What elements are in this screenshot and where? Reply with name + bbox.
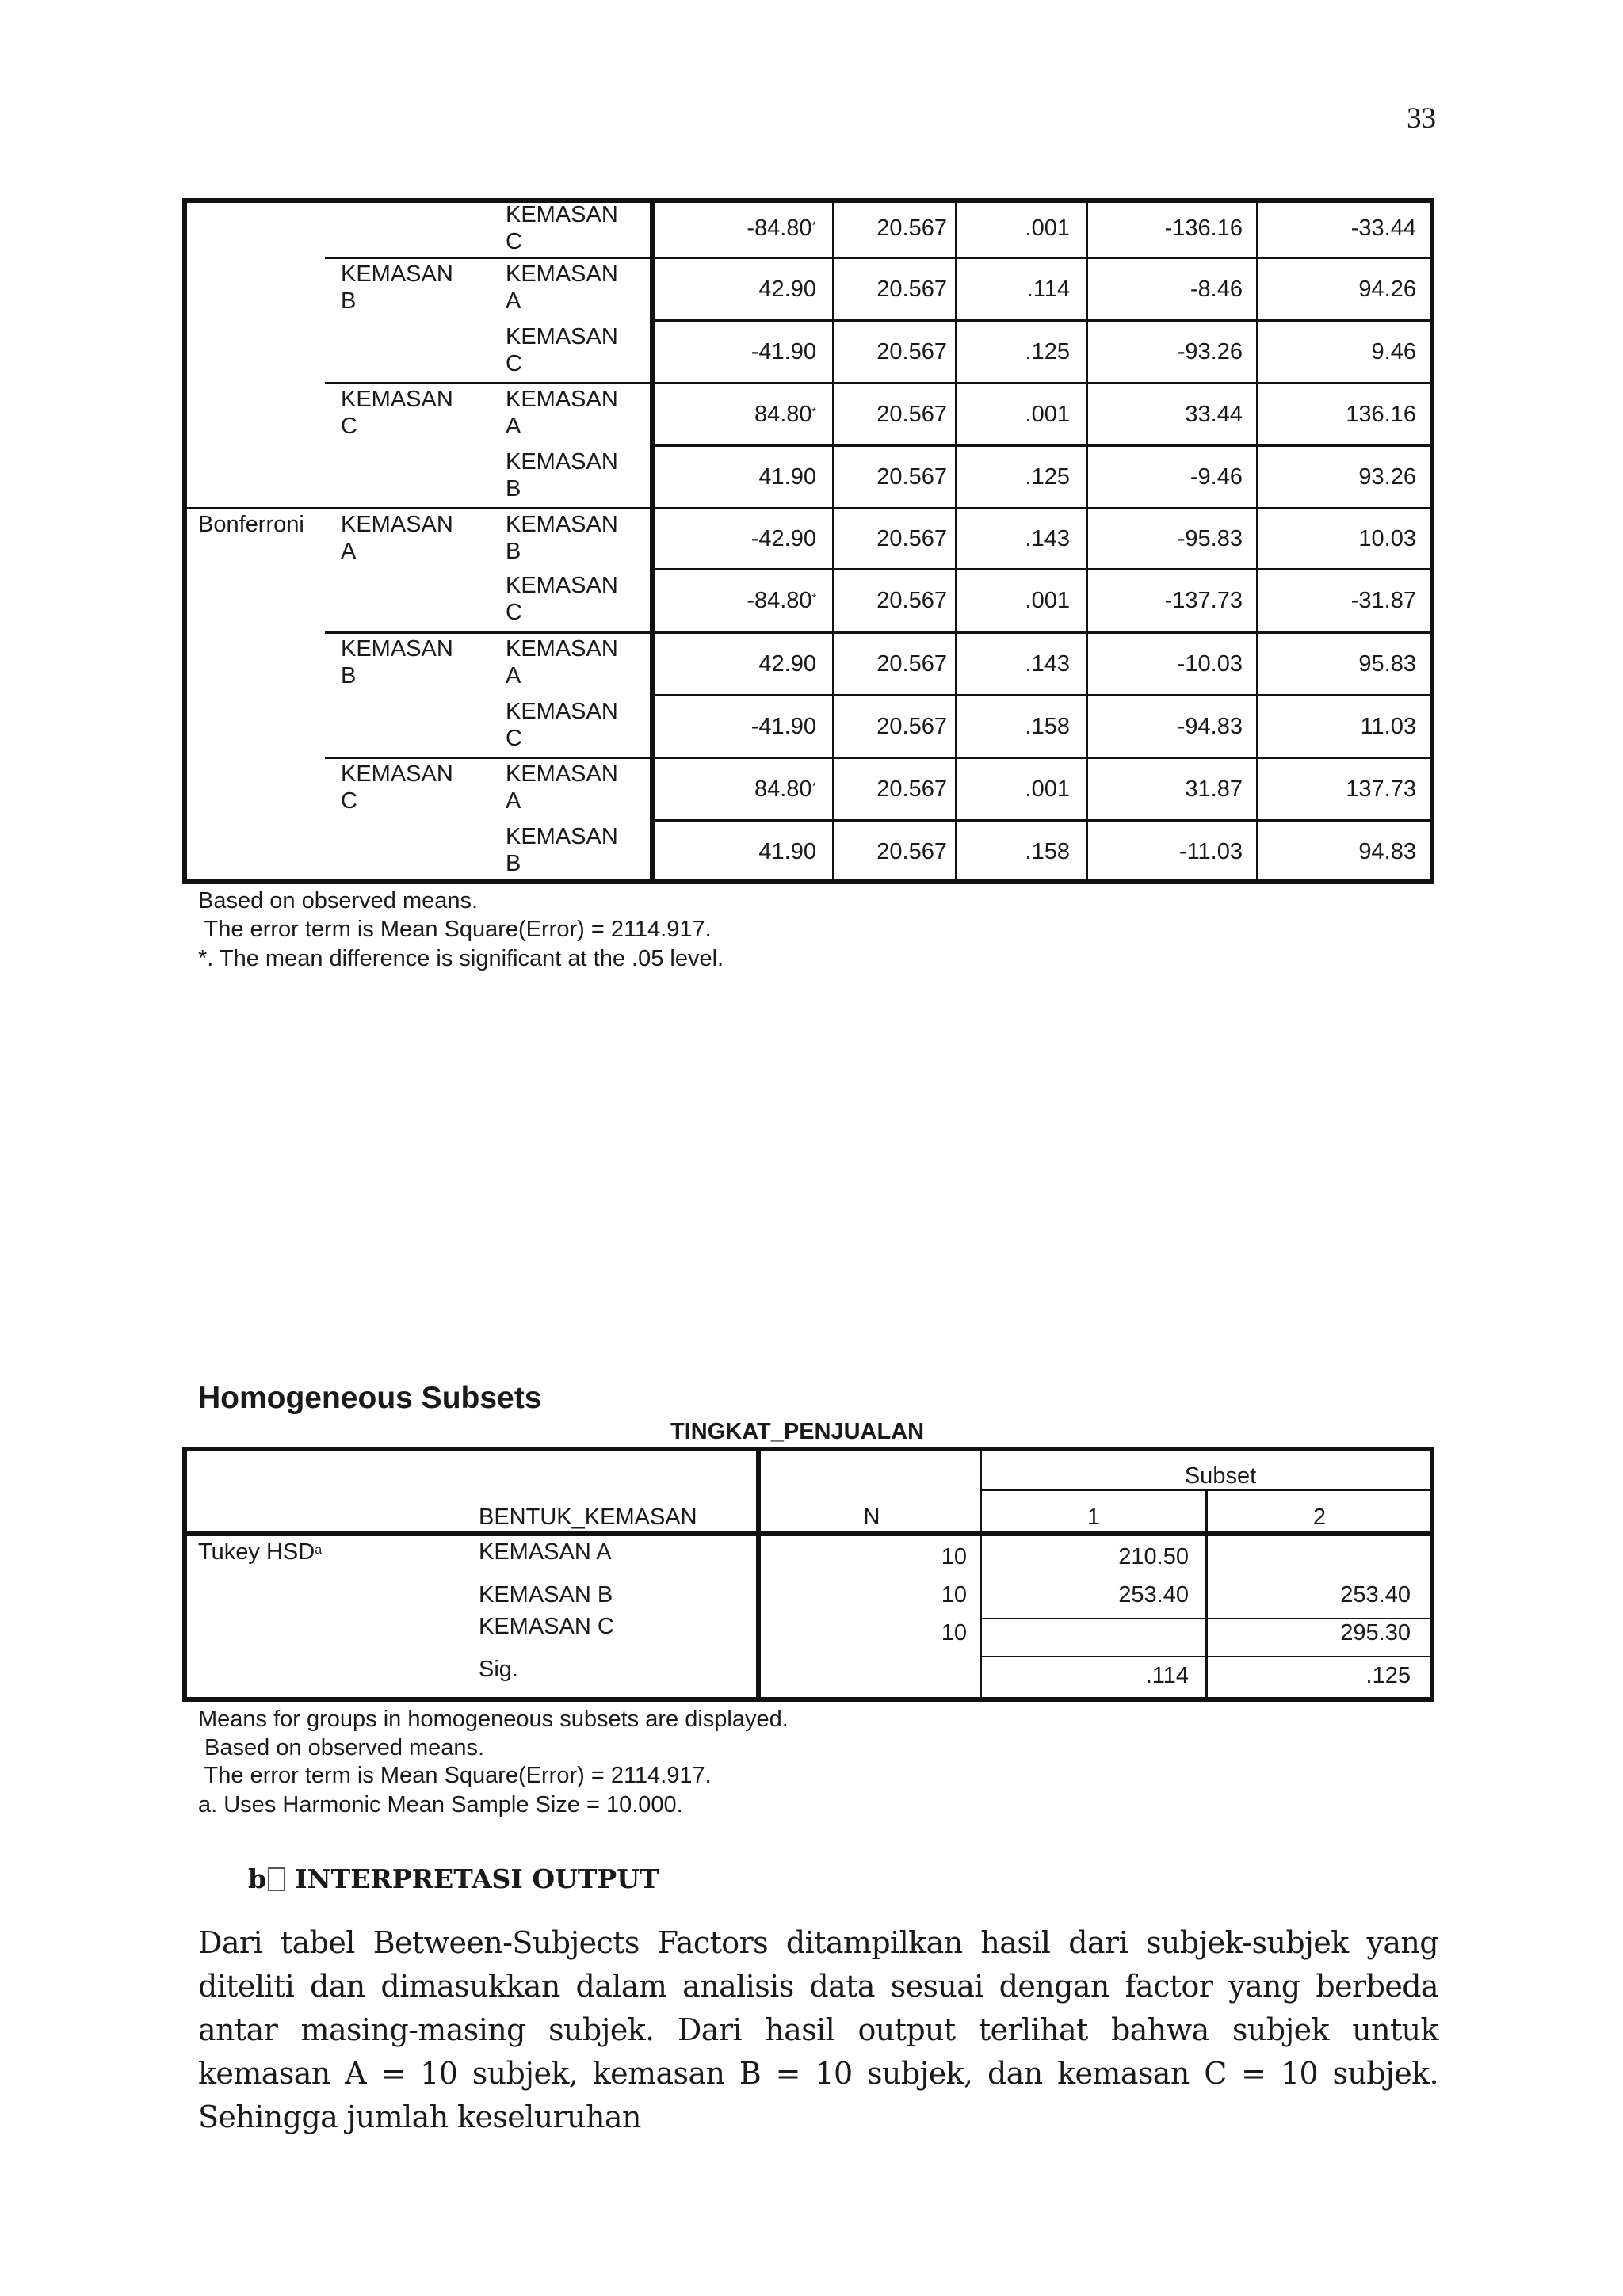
significance [955,776,1070,803]
header-factor: BENTUK_KEMASAN [479,1505,697,1530]
lower-bound-text: -94.83 [1177,714,1243,739]
row-label: KEMASAN B [479,1582,613,1608]
divider [756,1447,761,1702]
subset-note-1: Means for groups in homogeneous subsets are displayed. [198,1707,789,1732]
significance-star: * [812,780,816,792]
lower-bound-text: 33.44 [1185,402,1243,427]
std-error-text: 20.567 [876,839,947,864]
group-j-label [506,511,618,565]
sig-subset-1: .114 [1145,1663,1189,1688]
group-j-label [506,323,618,377]
group-j-label-text: KEMASAN C [506,324,618,376]
group-i-label-text: KEMASAN C [341,761,453,814]
method-label-text: Bonferroni [198,512,304,537]
divider [1205,1489,1208,1702]
lower-bound [1080,338,1243,365]
group-j-label-text: KEMASAN B [506,824,618,876]
mean-difference-text: -84.80 [747,588,812,613]
group-i-label-text: KEMASAN B [341,261,453,314]
group-j-label [506,823,618,877]
upper-bound-text: -31.87 [1350,588,1416,613]
lower-bound-text: -137.73 [1164,588,1243,613]
table-note-3: *. The mean difference is significant at the .05 level. [198,946,724,971]
mean-difference-text: 41.90 [758,464,816,490]
std-error [832,650,947,677]
std-error-text: 20.567 [876,776,947,802]
significance [955,276,1070,303]
significance [955,338,1070,365]
divider [980,1618,1434,1619]
method-label [198,511,304,538]
upper-bound [1253,776,1416,803]
header-subset: Subset [1184,1463,1257,1489]
significance [955,587,1070,614]
group-j-label-text: KEMASAN A [506,636,618,688]
group-j-label-text: KEMASAN C [506,202,618,254]
row-divider [325,631,1434,634]
method-label [198,1539,322,1566]
page-number: 33 [1407,102,1436,135]
std-error [832,276,947,303]
significance-star: * [812,219,816,231]
lower-bound-text: -136.16 [1164,215,1243,241]
group-j-label-text: KEMASAN C [506,699,618,751]
lower-bound-text: -8.46 [1190,277,1243,302]
row-divider [325,757,1434,759]
group-j-label-text: KEMASAN A [506,761,618,814]
row-divider [650,694,1434,696]
std-error-text: 20.567 [876,339,947,364]
lower-bound-text: -95.83 [1177,526,1243,551]
group-i-label [341,386,453,440]
mean-difference [652,276,816,303]
significance-text: .125 [1025,464,1070,490]
std-error [832,838,947,865]
std-error-text: 20.567 [876,714,947,739]
upper-bound [1253,838,1416,865]
significance-text: .001 [1025,588,1070,613]
std-error-text: 20.567 [876,651,947,677]
upper-bound [1253,650,1416,677]
lower-bound [1080,587,1243,614]
significance [955,401,1070,428]
std-error-text: 20.567 [876,215,947,241]
group-i-label-text: KEMASAN C [341,387,453,439]
row-subset-1: 210.50 [1118,1544,1189,1569]
upper-bound-text: -33.44 [1350,215,1416,241]
mean-difference [652,713,816,740]
std-error [832,525,947,552]
lower-bound [1080,525,1243,552]
mean-difference [652,338,816,365]
lower-bound [1080,776,1243,803]
mean-difference-text: -41.90 [750,339,816,364]
significance [955,713,1070,740]
lower-bound-text: -11.03 [1178,839,1243,864]
significance [955,650,1070,677]
upper-bound [1253,587,1416,614]
upper-bound [1253,215,1416,242]
group-i-label [341,511,453,565]
group-j-label-text: KEMASAN A [506,387,618,439]
row-subset-2: 253.40 [1340,1582,1411,1608]
divider [980,1656,1434,1657]
std-error-text: 20.567 [876,464,947,490]
mean-difference-text: 42.90 [758,277,816,302]
significance-text: .001 [1025,402,1070,427]
group-j-label-text: KEMASAN A [506,261,618,314]
row-n: 10 [941,1582,967,1608]
body-paragraph: Dari tabel Between-Subjects Factors ditampilkan hasil dari subjek-subjek yang diteliti dan dimasukkan dalam analisis data sesuai dengan factor yang berbeda antar masing-masing subjek. Dari hasil output terlihat bahwa subjek untuk kemasan A = 10 subjek, kemasan B = 10 subjek, dan kemasan C = 10 subjek. Sehingga jumlah keseluruhan [198,1925,1438,2134]
row-label: KEMASAN A [479,1539,612,1565]
upper-bound-text: 94.83 [1358,839,1416,864]
upper-bound [1253,525,1416,552]
std-error [832,776,947,803]
section-title: Homogeneous Subsets [198,1381,542,1415]
row-divider [325,257,1434,259]
group-j-label [506,261,618,315]
significance-text: .125 [1025,339,1070,364]
group-j-label [506,698,618,752]
group-i-label-text: KEMASAN A [341,512,453,564]
mean-difference [652,776,816,803]
mean-difference-text: 41.90 [758,839,816,864]
lower-bound [1080,838,1243,865]
table-title: TINGKAT_PENJUALAN [670,1419,925,1444]
table-note-1: Based on observed means. [198,888,479,913]
upper-bound-text: 94.26 [1358,277,1416,302]
mean-difference-text: 42.90 [758,651,816,677]
upper-bound [1253,338,1416,365]
significance [955,838,1070,865]
group-i-label [341,261,453,315]
sig-label: Sig. [479,1657,518,1682]
std-error-text: 20.567 [876,526,947,551]
significance [955,215,1070,242]
significance-text: .143 [1025,526,1070,551]
lower-bound-text: 31.87 [1185,776,1243,802]
group-j-label-text: KEMASAN B [506,449,618,502]
lower-bound [1080,650,1243,677]
std-error [832,713,947,740]
group-i-label-text: KEMASAN B [341,636,453,688]
divider [980,1447,982,1702]
mean-difference [652,587,816,614]
row-divider [650,444,1434,447]
std-error-text: 20.567 [876,588,947,613]
significance [955,463,1070,490]
section-heading-text: INTERPRETASI OUTPUT [295,1863,659,1894]
group-j-label [506,448,618,502]
method-name: Tukey HSD [198,1539,315,1565]
section-prefix: b [248,1863,267,1894]
mean-difference [652,838,816,865]
header-subset-2: 2 [1312,1505,1327,1530]
std-error [832,463,947,490]
divider [182,1531,1434,1536]
group-j-label [506,572,618,626]
mean-difference [652,525,816,552]
mean-difference-text: -42.90 [750,526,816,551]
multiple-comparisons-table [182,198,1434,884]
mean-difference [652,401,816,428]
group-i-label [341,635,453,689]
section-heading [248,1863,659,1894]
lower-bound [1080,401,1243,428]
significance-star: * [812,405,816,418]
group-j-label-text: KEMASAN C [506,573,618,625]
std-error-text: 20.567 [876,402,947,427]
std-error [832,215,947,242]
homogeneous-subsets-table [182,1447,1434,1702]
mean-difference [652,463,816,490]
subset-note-2: Based on observed means. [198,1735,485,1760]
upper-bound-text: 137.73 [1346,776,1416,802]
header-subset-1: 1 [1086,1505,1101,1530]
significance [955,525,1070,552]
group-j-label [506,201,618,255]
lower-bound [1080,713,1243,740]
row-divider [650,319,1434,322]
significance-text: .114 [1026,277,1070,302]
method-superscript: a [315,1543,323,1557]
upper-bound-text: 11.03 [1360,714,1416,739]
upper-bound-text: 136.16 [1346,402,1416,427]
missing-glyph-icon [268,1867,285,1891]
lower-bound [1080,276,1243,303]
row-n: 10 [941,1620,967,1646]
group-i-label [341,761,453,814]
significance-star: * [812,591,816,604]
row-n: 10 [941,1544,967,1569]
mean-difference [652,650,816,677]
upper-bound [1253,276,1416,303]
std-error [832,338,947,365]
upper-bound-text: 9.46 [1371,339,1416,364]
row-divider [325,382,1434,384]
row-subset-2: 295.30 [1340,1620,1411,1646]
group-j-label [506,635,618,689]
mean-difference [652,215,816,242]
header-n: N [863,1505,880,1530]
row-label: KEMASAN C [479,1614,614,1639]
group-j-label [506,386,618,440]
sig-subset-2: .125 [1365,1663,1411,1688]
table-note-2: The error term is Mean Square(Error) = 2114.917. [198,917,712,942]
std-error [832,401,947,428]
mean-difference-text: -84.80 [747,215,812,241]
subset-note-3: The error term is Mean Square(Error) = 2114.917. [198,1763,712,1788]
mean-difference-text: 84.80 [754,776,812,802]
upper-bound-text: 95.83 [1358,651,1416,677]
significance-text: .158 [1025,839,1070,864]
significance-text: .143 [1025,651,1070,677]
upper-bound [1253,463,1416,490]
row-divider [650,819,1434,822]
significance-text: .158 [1025,714,1070,739]
lower-bound-text: -10.03 [1177,651,1243,677]
upper-bound [1253,713,1416,740]
significance-text: .001 [1025,776,1070,802]
std-error-text: 20.567 [876,277,947,302]
std-error [832,587,947,614]
upper-bound-text: 10.03 [1358,526,1416,551]
row-subset-1: 253.40 [1118,1582,1189,1608]
upper-bound [1253,401,1416,428]
lower-bound-text: -93.26 [1177,339,1243,364]
lower-bound-text: -9.46 [1190,464,1243,490]
significance-text: .001 [1025,215,1070,241]
upper-bound-text: 93.26 [1358,464,1416,490]
group-j-label-text: KEMASAN B [506,512,618,564]
subset-note-4: a. Uses Harmonic Mean Sample Size = 10.000. [198,1792,683,1817]
mean-difference-text: -41.90 [750,714,816,739]
group-j-label [506,761,618,814]
row-divider [182,507,1434,509]
lower-bound [1080,215,1243,242]
mean-difference-text: 84.80 [754,402,812,427]
divider [182,198,325,203]
row-divider [650,568,1434,570]
lower-bound [1080,463,1243,490]
